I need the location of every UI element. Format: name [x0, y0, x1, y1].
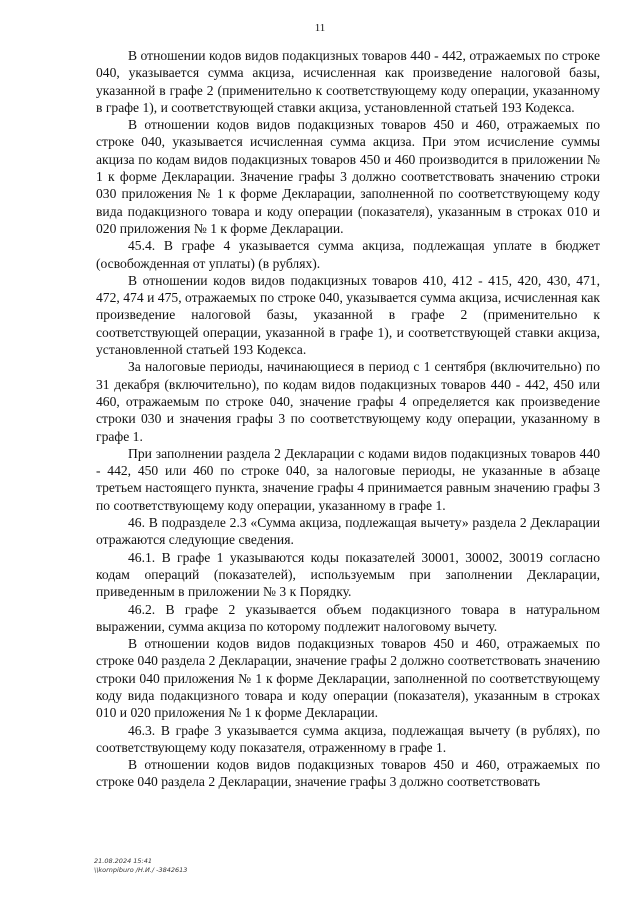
paragraph: 45.4. В графе 4 указывается сумма акциза, подлежащая уплате в бюджет (освобожденная от уплаты) (в рублях). [96, 238, 600, 271]
paragraph: 46.3. В графе 3 указывается сумма акциза, подлежащая вычету (в рублях), по соответствующему коду показателя, отраженному в графе 1. [96, 722, 600, 755]
paragraph: В отношении кодов видов подакцизных товаров 450 и 460, отражаемых по строке 040 раздела 2 Декларации, значение графы 3 должно соответствовать [96, 757, 600, 790]
paragraph: За налоговые периоды, начинающиеся в период с 1 сентября (включительно) по 31 декабря (включительно), по кодам видов подакцизных товаров 440 - 442, 450 или 460, отражаемым по строке 040, значение графы 4 определяется как произведение строки 030 и значения графы 3 по соответствующему коду операции, указанному в графе 1. [96, 359, 600, 444]
footer-stamp [94, 857, 187, 875]
footer-timestamp: 21.08.2024 15:41 [94, 857, 153, 865]
paragraph: В отношении кодов видов подакцизных товаров 450 и 460, отражаемых по строке 040 раздела 2 Декларации, значение графы 2 должно соответствовать значению строки 040 приложения № 1 к форме Декларации, заполненной по соответствующему коду вида подакцизного товара и коду операции (показателя), указанным в строках 010 и 020 приложения № 1 к форме Декларации. [96, 636, 600, 721]
paragraph: При заполнении раздела 2 Декларации с кодами видов подакцизных товаров 440 - 442, 450 или 460 по строке 040, за налоговые периоды, не указанные в абзаце третьем настоящего пункта, значение графы 4 принимается равным значению графы 3 по соответствующему коду операции, указанному в графе 1. [96, 445, 600, 513]
paragraph: 46.2. В графе 2 указывается объем подакцизного товара в натуральном выражении, сумма акциза по которому подлежит налоговому вычету. [96, 601, 600, 634]
paragraph: В отношении кодов видов подакцизных товаров 450 и 460, отражаемых по строке 040, указывается исчисленная сумма акциза. При этом исчисление суммы акциза по кодам видов подакцизных товаров 450 и 460 производится в приложении № 1 к форме Декларации. Значение графы 3 должно соответствовать значению строки 030 приложения № 1 к форме Декларации, заполненной по соответствующему коду вида подакцизного товара и коду операции (показателя), указанным в строках 010 и 020 приложения № 1 к форме Декларации. [96, 117, 600, 236]
document-body [96, 47, 600, 791]
paragraph: В отношении кодов видов подакцизных товаров 410, 412 - 415, 420, 430, 471, 472, 474 и 475, отражаемых по строке 040, указывается сумма акциза, исчисленная как произведение налоговой базы, указанной в графе 2 (применительно к соответствующей операции, указанной в графе 1), и соответствующей ставки акциза, установленной статьей 193 Кодекса. [96, 272, 600, 358]
footer-path: \\kornpiburo /Н.И./ -3842613 [94, 866, 188, 874]
page-number: 11 [314, 22, 326, 34]
paragraph: 46. В подразделе 2.3 «Сумма акциза, подлежащая вычету» раздела 2 Декларации отражаются следующие сведения. [96, 515, 600, 548]
paragraph: В отношении кодов видов подакцизных товаров 440 - 442, отражаемых по строке 040, указывается сумма акциза, исчисленная как произведение налоговой базы, указанной в графе 2 (применительно к соответствующему коду операции, указанному в графе 1), и соответствующей ставки акциза, установленной статьей 193 Кодекса. [96, 48, 600, 115]
paragraph: 46.1. В графе 1 указываются коды показателей 30001, 30002, 30019 согласно кодам операций (показателей), используемым при заполнении Декларации, приведенным в приложении № 3 к Порядку. [96, 549, 600, 600]
